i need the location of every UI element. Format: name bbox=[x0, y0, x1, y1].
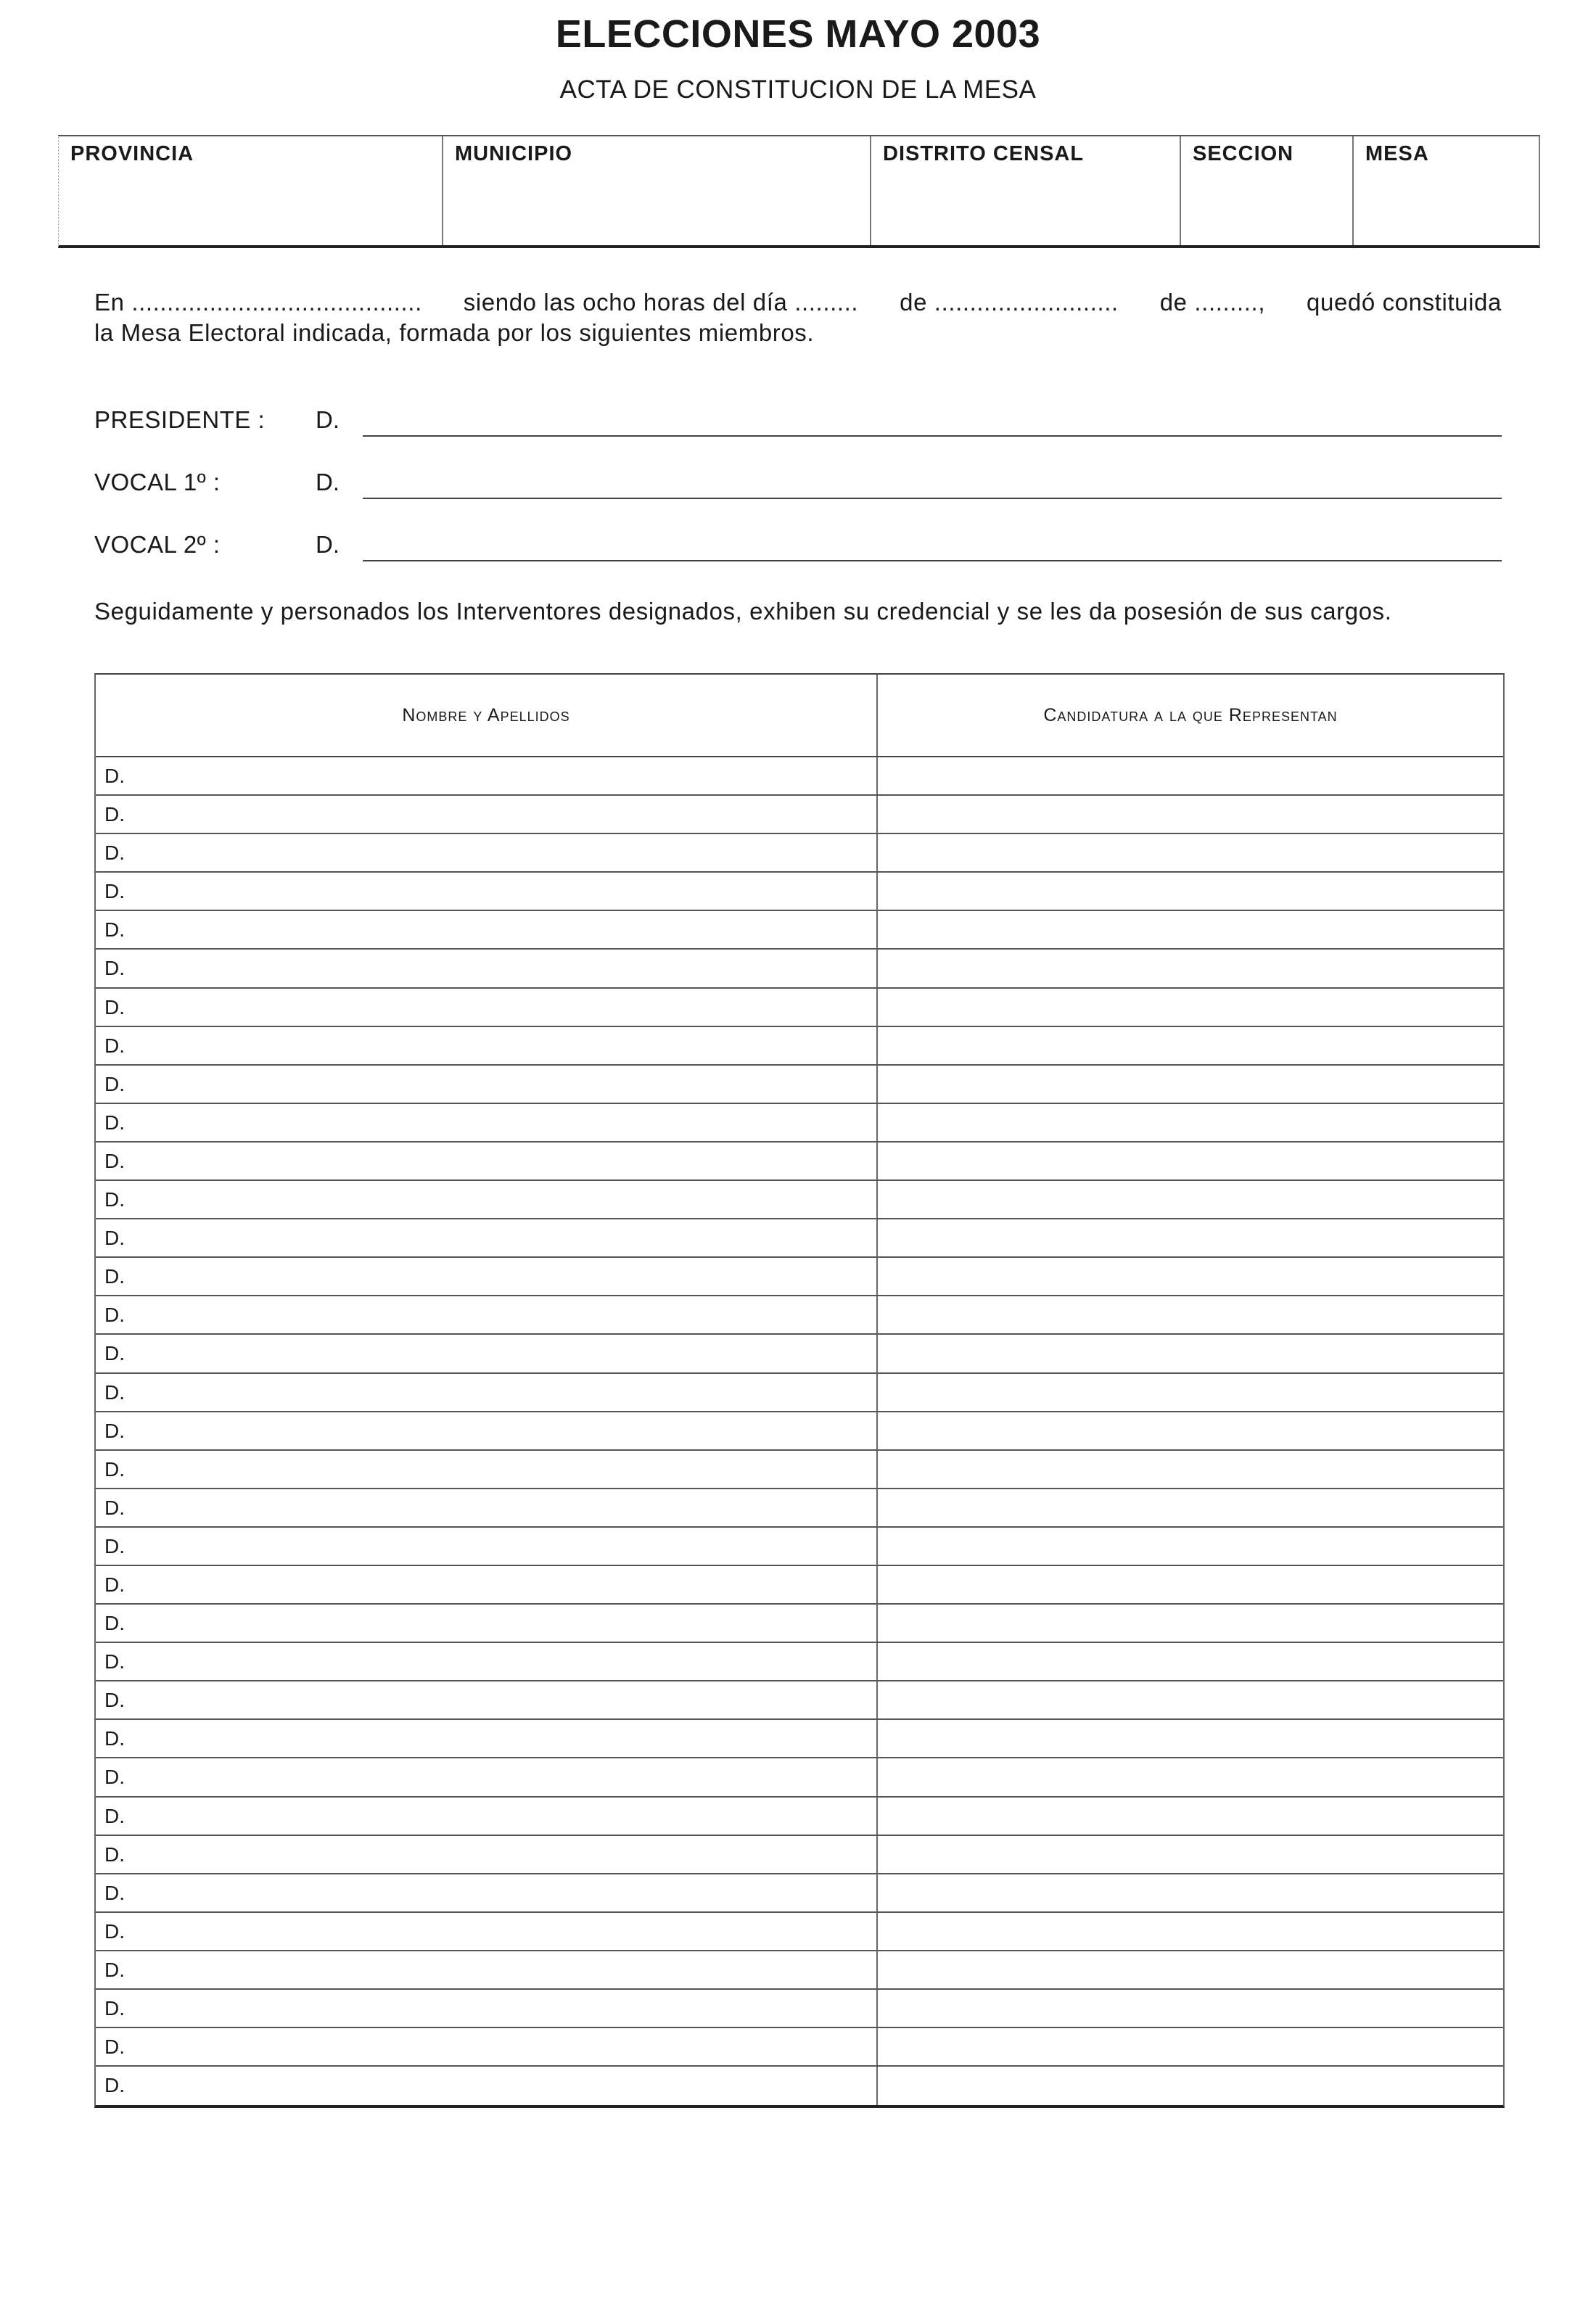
table-row bbox=[96, 1951, 1503, 1990]
interventor-name-cell[interactable]: D. bbox=[96, 1528, 878, 1565]
presidente-label: PRESIDENTE : bbox=[94, 406, 266, 433]
candidatura-cell[interactable] bbox=[878, 757, 1503, 794]
interventor-name-cell[interactable]: D. bbox=[96, 989, 878, 1026]
interventor-name-cell[interactable]: D. bbox=[96, 1451, 878, 1488]
interventor-name-cell[interactable]: D. bbox=[96, 1913, 878, 1950]
vocal2-label: VOCAL 2º : bbox=[94, 531, 221, 558]
place-blank[interactable]: En ......................................... bbox=[94, 289, 422, 316]
candidatura-cell[interactable] bbox=[878, 989, 1503, 1026]
table-row bbox=[96, 1489, 1503, 1528]
presidente-prefix: D. bbox=[316, 406, 340, 433]
table-row bbox=[96, 1528, 1503, 1566]
constitution-line-2: la Mesa Electoral indicada, formada por los siguientes miembros. bbox=[94, 319, 815, 346]
table-row bbox=[96, 1335, 1503, 1373]
presidente-name-line[interactable] bbox=[363, 435, 1502, 437]
table-row bbox=[96, 1566, 1503, 1605]
interventor-name-cell[interactable]: D. bbox=[96, 1219, 878, 1256]
candidatura-cell[interactable] bbox=[878, 1874, 1503, 1911]
interventores-table bbox=[94, 673, 1505, 2108]
vocal1-prefix: D. bbox=[316, 469, 340, 495]
candidatura-cell[interactable] bbox=[878, 834, 1503, 871]
table-row bbox=[96, 1605, 1503, 1643]
table-row bbox=[96, 2028, 1503, 2067]
interventor-name-cell[interactable]: D. bbox=[96, 1066, 878, 1103]
interventor-name-cell[interactable]: D. bbox=[96, 757, 878, 794]
table-row bbox=[96, 1681, 1503, 1720]
vocal1-label: VOCAL 1º : bbox=[94, 469, 221, 495]
interventor-name-cell[interactable]: D. bbox=[96, 1605, 878, 1642]
table-row bbox=[96, 796, 1503, 834]
table-row bbox=[96, 911, 1503, 950]
candidatura-cell[interactable] bbox=[878, 1643, 1503, 1680]
candidatura-cell[interactable] bbox=[878, 1758, 1503, 1795]
candidatura-cell[interactable] bbox=[878, 1066, 1503, 1103]
candidatura-cell[interactable] bbox=[878, 2067, 1503, 2105]
interventor-name-cell[interactable]: D. bbox=[96, 796, 878, 833]
constitution-paragraph bbox=[94, 287, 1502, 348]
interventor-name-cell[interactable]: D. bbox=[96, 1335, 878, 1372]
candidatura-cell[interactable] bbox=[878, 1258, 1503, 1295]
interventor-name-cell[interactable]: D. bbox=[96, 1143, 878, 1179]
interventores-text: Seguidamente y personados los Interventores designados, exhiben su credencial y se les da posesión de sus cargos. bbox=[94, 598, 1392, 625]
candidatura-cell[interactable] bbox=[878, 1836, 1503, 1873]
table-row bbox=[96, 1798, 1503, 1836]
candidatura-cell[interactable] bbox=[878, 1990, 1503, 2027]
table-row bbox=[96, 1258, 1503, 1296]
table-row bbox=[96, 2067, 1503, 2105]
interventor-name-cell[interactable]: D. bbox=[96, 1296, 878, 1333]
vocal1-row bbox=[94, 469, 1502, 512]
column-header-candidatura: Candidatura a la que Representan bbox=[1043, 704, 1338, 725]
interventor-name-cell[interactable]: D. bbox=[96, 834, 878, 871]
interventor-name-cell[interactable]: D. bbox=[96, 1720, 878, 1757]
interventor-name-cell[interactable]: D. bbox=[96, 1681, 878, 1718]
interventor-name-cell[interactable]: D. bbox=[96, 1181, 878, 1218]
candidatura-cell[interactable] bbox=[878, 1181, 1503, 1218]
table-row bbox=[96, 1451, 1503, 1489]
interventor-name-cell[interactable]: D. bbox=[96, 1643, 878, 1680]
presidente-row bbox=[94, 406, 1502, 450]
candidatura-cell[interactable] bbox=[878, 911, 1503, 948]
table-row bbox=[96, 1874, 1503, 1913]
interventor-name-cell[interactable]: D. bbox=[96, 911, 878, 948]
table-header bbox=[96, 675, 1503, 757]
candidatura-cell[interactable] bbox=[878, 950, 1503, 987]
table-row bbox=[96, 1374, 1503, 1412]
interventor-name-cell[interactable]: D. bbox=[96, 1104, 878, 1141]
interventor-name-cell[interactable]: D. bbox=[96, 1758, 878, 1795]
table-row bbox=[96, 950, 1503, 988]
mesa-identification-box bbox=[58, 135, 1540, 248]
interventor-name-cell[interactable]: D. bbox=[96, 1798, 878, 1835]
interventor-name-cell[interactable]: D. bbox=[96, 1566, 878, 1603]
candidatura-cell[interactable] bbox=[878, 2028, 1503, 2065]
candidatura-cell[interactable] bbox=[878, 1104, 1503, 1141]
table-row bbox=[96, 1412, 1503, 1451]
candidatura-cell[interactable] bbox=[878, 1605, 1503, 1642]
vocal1-name-line[interactable] bbox=[363, 498, 1502, 499]
candidatura-cell[interactable] bbox=[878, 1219, 1503, 1256]
constitution-text-end: quedó constituida bbox=[1307, 289, 1502, 316]
table-body bbox=[96, 757, 1503, 2105]
mesa-field[interactable]: MESA bbox=[1365, 142, 1429, 165]
candidatura-cell[interactable] bbox=[878, 1374, 1503, 1411]
candidatura-cell[interactable] bbox=[878, 1296, 1503, 1333]
interventor-name-cell[interactable]: D. bbox=[96, 2067, 878, 2105]
table-row bbox=[96, 1104, 1503, 1143]
interventor-name-cell[interactable]: D. bbox=[96, 2028, 878, 2065]
interventor-name-cell[interactable]: D. bbox=[96, 1027, 878, 1064]
table-row bbox=[96, 1643, 1503, 1681]
constitution-line-1 bbox=[94, 287, 1502, 318]
candidatura-cell[interactable] bbox=[878, 1913, 1503, 1950]
month-blank[interactable]: de .......................... bbox=[900, 289, 1119, 316]
interventor-name-cell[interactable]: D. bbox=[96, 1258, 878, 1295]
table-row bbox=[96, 1181, 1503, 1219]
table-row bbox=[96, 1027, 1503, 1066]
interventor-name-cell[interactable]: D. bbox=[96, 1874, 878, 1911]
interventor-name-cell[interactable]: D. bbox=[96, 1836, 878, 1873]
candidatura-cell[interactable] bbox=[878, 1528, 1503, 1565]
table-row bbox=[96, 989, 1503, 1027]
candidatura-cell[interactable] bbox=[878, 1143, 1503, 1179]
candidatura-cell[interactable] bbox=[878, 1720, 1503, 1757]
candidatura-cell[interactable] bbox=[878, 796, 1503, 833]
candidatura-cell[interactable] bbox=[878, 1681, 1503, 1718]
table-row bbox=[96, 757, 1503, 796]
candidatura-cell[interactable] bbox=[878, 1335, 1503, 1372]
seccion-field[interactable]: SECCION bbox=[1181, 136, 1354, 245]
year-blank[interactable]: de ........., bbox=[1159, 289, 1266, 316]
interventor-name-cell[interactable]: D. bbox=[96, 1990, 878, 2027]
table-row bbox=[96, 1758, 1503, 1797]
document-title: ELECCIONES MAYO 2003 bbox=[555, 12, 1041, 56]
candidatura-cell[interactable] bbox=[878, 1798, 1503, 1835]
candidatura-cell[interactable] bbox=[878, 1566, 1503, 1603]
interventor-name-cell[interactable]: D. bbox=[96, 950, 878, 987]
column-header-name: Nombre y Apellidos bbox=[96, 675, 878, 756]
candidatura-cell[interactable] bbox=[878, 873, 1503, 910]
table-row bbox=[96, 1066, 1503, 1104]
distrito-censal-field[interactable]: DISTRITO CENSAL bbox=[871, 136, 1181, 245]
table-row bbox=[96, 1720, 1503, 1758]
candidatura-cell[interactable] bbox=[878, 1027, 1503, 1064]
table-row bbox=[96, 873, 1503, 911]
interventor-name-cell[interactable]: D. bbox=[96, 873, 878, 910]
vocal2-row bbox=[94, 531, 1502, 575]
interventor-name-cell[interactable]: D. bbox=[96, 1951, 878, 1988]
table-row bbox=[96, 1913, 1503, 1951]
interventor-name-cell[interactable]: D. bbox=[96, 1412, 878, 1449]
document-subtitle: ACTA DE CONSTITUCION DE LA MESA bbox=[559, 75, 1037, 104]
vocal2-name-line[interactable] bbox=[363, 560, 1502, 561]
municipio-field[interactable]: MUNICIPIO bbox=[443, 136, 871, 245]
candidatura-cell[interactable] bbox=[878, 1412, 1503, 1449]
table-row bbox=[96, 1836, 1503, 1874]
table-row bbox=[96, 1990, 1503, 2028]
table-row bbox=[96, 1143, 1503, 1181]
provincia-field[interactable]: PROVINCIA bbox=[59, 136, 443, 245]
day-blank[interactable]: siendo las ocho horas del día ......... bbox=[463, 289, 859, 316]
candidatura-cell[interactable] bbox=[878, 1489, 1503, 1526]
vocal2-prefix: D. bbox=[316, 531, 340, 558]
table-row bbox=[96, 1296, 1503, 1335]
candidatura-cell[interactable] bbox=[878, 1951, 1503, 1988]
candidatura-cell[interactable] bbox=[878, 1451, 1503, 1488]
table-row bbox=[96, 834, 1503, 873]
table-row bbox=[96, 1219, 1503, 1258]
interventor-name-cell[interactable]: D. bbox=[96, 1374, 878, 1411]
interventor-name-cell[interactable]: D. bbox=[96, 1489, 878, 1526]
